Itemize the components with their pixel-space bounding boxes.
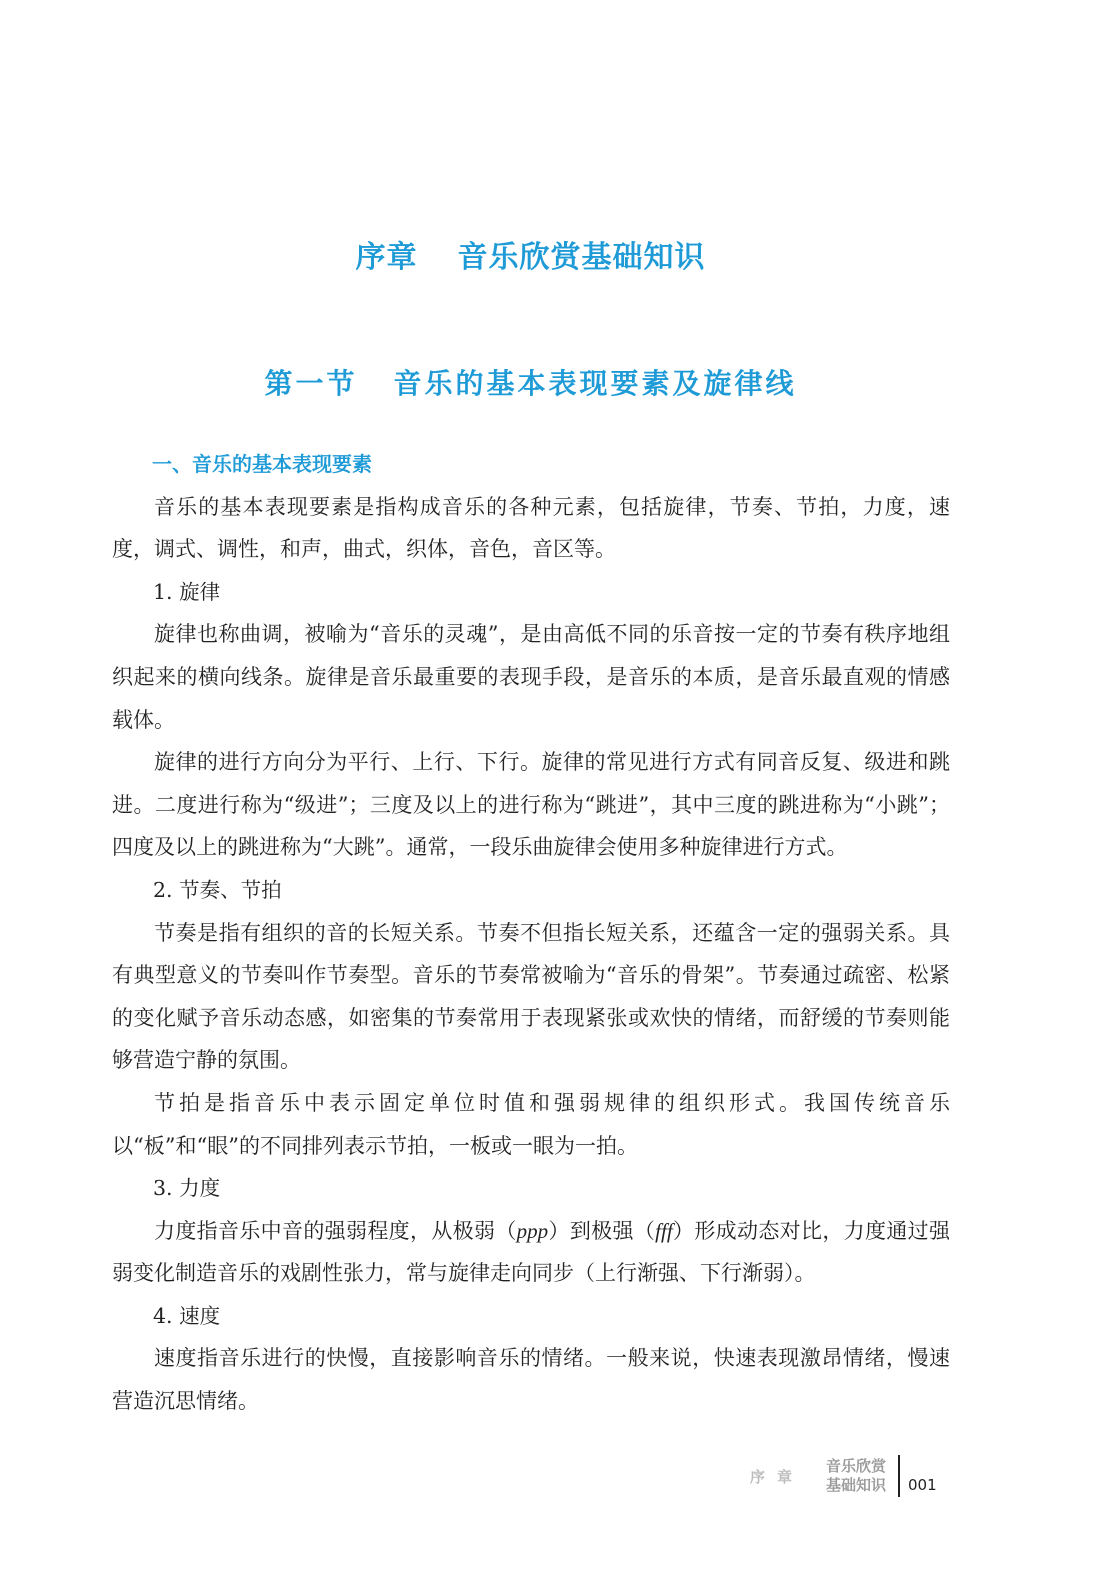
paragraph: 旋律也称曲调，被喻为“音乐的灵魂”，是由高低不同的乐音按一定的节奏有秩序地组织起来的横向线条。旋律是音乐最重要的表现手段，是音乐的本质，是音乐最直观的情感载体。 <box>112 622 950 732</box>
item-heading-tempo: 4. 速度 <box>153 1303 221 1328</box>
chapter-title <box>0 232 1061 276</box>
section-label: 第一节 <box>264 367 358 400</box>
footer-chapter: 序章 <box>750 1467 805 1486</box>
text: ）形成动态对比，力度通过强弱变化制造音乐的戏剧性张力，常与旋律走向同步（上行渐强、下行渐弱）。 <box>112 1218 951 1286</box>
text: ）到极强（ <box>548 1218 656 1243</box>
chapter-text: 音乐欣赏基础知识 <box>457 240 706 275</box>
paragraph: 旋律的进行方向分为平行、上行、下行。旋律的常见进行方式有同音反复、级进和跳进。二度进行称为“级进”；三度及以上的进行称为“跳进”，其中三度的跳进称为“小跳”；四度及以上的跳进称为“大跳”。通常，一段乐曲旋律会使用多种旋律进行方式。 <box>112 750 950 860</box>
paragraph: 速度指音乐进行的快慢，直接影响音乐的情绪。一般来说，快速表现激昂情绪，慢速营造沉思情绪。 <box>112 1346 950 1414</box>
ppp-mark: ppp <box>516 1218 549 1243</box>
item-heading-rhythm: 2. 节奏、节拍 <box>153 877 282 902</box>
chapter-label: 序章 <box>355 240 418 275</box>
fff-mark: fff <box>655 1218 673 1243</box>
footer-divider <box>898 1455 900 1497</box>
paragraph-dynamics <box>112 1210 950 1295</box>
paragraph: 节奏是指有组织的音的长短关系。节奏不但指长短关系，还蕴含一定的强弱关系。具有典型意义的节奏叫作节奏型。音乐的节奏常被喻为“音乐的骨架”。节奏通过疏密、松紧的变化赋予音乐动态感，如密集的节奏常用于表现紧张或欢快的情绪，而舒缓的节奏则能够营造宁静的氛围。 <box>112 920 950 1073</box>
page-number: 001 <box>908 1476 937 1494</box>
item-heading-melody: 1. 旋律 <box>153 579 221 604</box>
section-text: 音乐的基本表现要素及旋律线 <box>393 367 797 400</box>
paragraph: 节拍是指音乐中表示固定单位时值和强弱规律的组织形式。我国传统音乐以“板”和“眼”的不同排列表示节拍，一板或一眼为一拍。 <box>112 1090 950 1158</box>
item-heading-dynamics: 3. 力度 <box>153 1176 221 1201</box>
footer-title-line2: 基础知识 <box>826 1476 887 1494</box>
subheading: 一、音乐的基本表现要素 <box>152 452 372 476</box>
page-footer <box>750 1455 937 1497</box>
paragraph: 音乐的基本表现要素是指构成音乐的各种元素，包括旋律，节奏、节拍，力度，速度，调式、调性，和声，曲式，织体，音色，音区等。 <box>112 494 950 562</box>
footer-title-line1: 音乐欣赏 <box>826 1457 887 1475</box>
footer-title <box>826 1457 896 1495</box>
body-text <box>112 443 950 1423</box>
section-title <box>0 362 1061 402</box>
text: 力度指音乐中音的强弱程度，从极弱（ <box>154 1218 517 1243</box>
